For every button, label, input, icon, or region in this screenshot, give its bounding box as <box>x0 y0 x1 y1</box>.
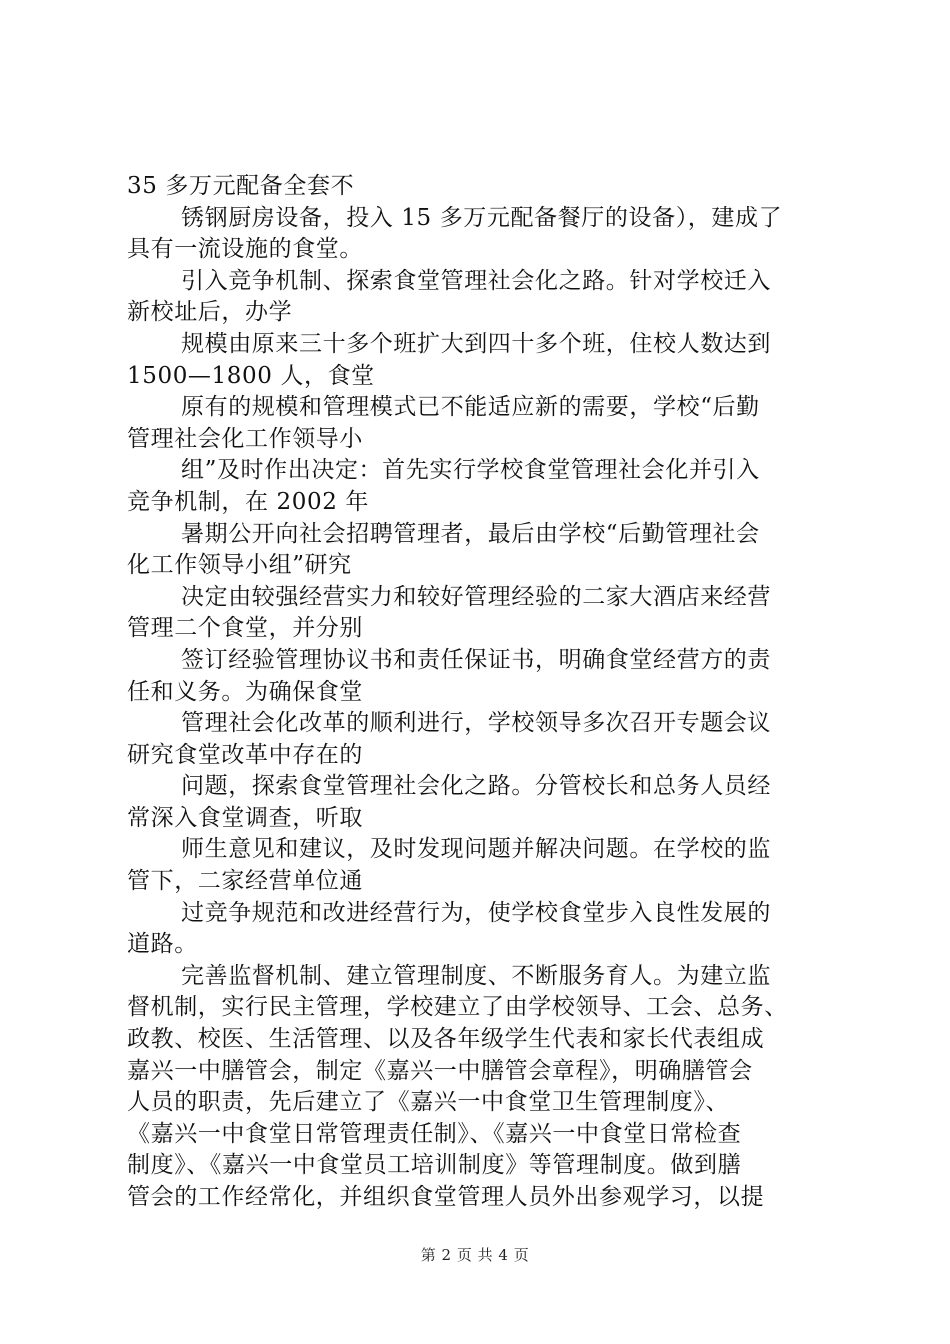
text-line: 1500—1800 人，食堂 <box>127 362 375 389</box>
text-line: 管理二个食堂，并分别 <box>127 615 363 642</box>
text-line: 师生意见和建议，及时发现问题并解决问题。在学校的监 <box>181 836 771 863</box>
text-line: 研究食堂改革中存在的 <box>127 741 363 768</box>
text-line: 完善监督机制、建立管理制度、不断服务育人。为建立监 <box>181 962 771 989</box>
text-line: 暑期公开向社会招聘管理者，最后由学校“后勤管理社会 <box>181 520 760 547</box>
text-line: 常深入食堂调查，听取 <box>127 804 363 831</box>
text-line: 原有的规模和管理模式已不能适应新的需要，学校“后勤 <box>181 394 760 421</box>
text-line: 制度》、《嘉兴一中食堂员工培训制度》等管理制度。做到膳 <box>127 1152 742 1179</box>
text-line: 具有一流设施的食堂。 <box>127 236 363 263</box>
text-line: 督机制，实行民主管理，学校建立了由学校领导、工会、总务、 <box>127 994 788 1021</box>
text-line: 管会的工作经常化，并组织食堂管理人员外出参观学习，以提 <box>127 1184 765 1210</box>
text-line: 人员的职责，先后建立了《嘉兴一中食堂卫生管理制度》、 <box>127 1089 730 1116</box>
text-line: 组”及时作出决定：首先实行学校食堂管理社会化并引入 <box>181 457 760 484</box>
text-line: 签订经验管理协议书和责任保证书，明确食堂经营方的责 <box>181 646 771 673</box>
text-line: 问题，探索食堂管理社会化之路。分管校长和总务人员经 <box>181 773 771 800</box>
text-line: 任和义务。为确保食堂 <box>127 678 363 705</box>
text-line: 新校址后，办学 <box>127 299 293 326</box>
text-line: 35 多万元配备全套不 <box>127 173 355 199</box>
text-line: 引入竞争机制、探索食堂管理社会化之路。针对学校迁入 <box>181 267 771 294</box>
text-line: 嘉兴一中膳管会，制定《嘉兴一中膳管会章程》，明确膳管会 <box>127 1057 753 1084</box>
text-line: 《嘉兴一中食堂日常管理责任制》、《嘉兴一中食堂日常检查 <box>127 1120 742 1147</box>
text-line: 管理社会化工作领导小 <box>127 425 363 452</box>
body-text <box>127 171 827 1214</box>
text-line: 竞争机制，在 2002 年 <box>127 488 369 515</box>
text-line: 过竞争规范和改进经营行为，使学校食堂步入良性发展的 <box>181 899 771 926</box>
text-line: 政教、校医、生活管理、以及各年级学生代表和家长代表组成 <box>127 1026 765 1053</box>
text-line: 化工作领导小组”研究 <box>127 552 352 579</box>
text-line: 规模由原来三十多个班扩大到四十多个班，住校人数达到 <box>181 330 771 357</box>
page-footer: 第 2 页 共 4 页 <box>420 1246 530 1264</box>
text-line: 管下，二家经营单位通 <box>127 868 363 895</box>
text-line: 管理社会化改革的顺利进行，学校领导多次召开专题会议 <box>181 710 771 737</box>
text-line: 决定由较强经营实力和较好管理经验的二家大酒店来经营 <box>181 583 771 610</box>
text-line: 道路。 <box>127 931 198 958</box>
text-line: 锈钢厨房设备，投入 15 多万元配备餐厅的设备），建成了 <box>181 204 783 231</box>
